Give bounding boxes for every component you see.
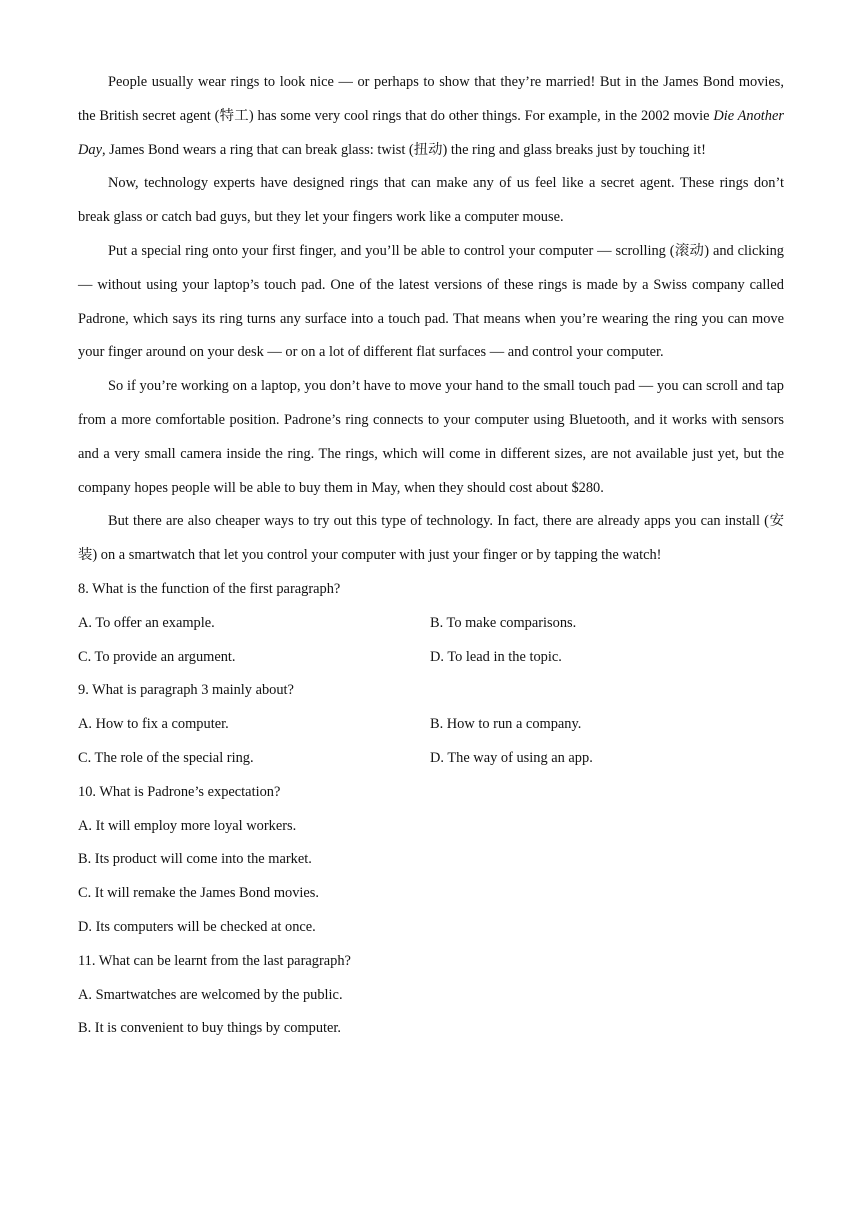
question-9-options-row-2 (78, 742, 784, 776)
question-8-stem: 8. What is the function of the first paragraph? (78, 580, 341, 597)
paragraph-1-text-b: , James Bond wears a ring that can break glass: twist (扭动) the ring and glass breaks just by touching it! (101, 141, 706, 158)
passage-paragraph-3: Put a special ring onto your first finger, and you’ll be able to control your computer — scrolling (滚动) and clicking — without using your laptop’s touch pad. One of the latest versions of these rings is made by a Swiss company called Padrone, which says its ring turns any surface into a touch pad. That means when you’re wearing the ring you can move your finger around on your desk — or on a lot of different flat surfaces — and control your computer. (78, 242, 784, 361)
question-8-option-d: D. To lead in the topic. (430, 648, 562, 665)
question-11-option-b: B. It is convenient to buy things by computer. (78, 1020, 342, 1037)
passage-paragraph-1 (78, 66, 784, 167)
paragraph-1-text-a: People usually wear rings to look nice — or perhaps to show that they’re married! But in the James Bond movies, the British secret agent (特工) has some very cool rings that do other things. For example, in the 2002 movie (78, 74, 784, 124)
movie-title: Die Another Day (78, 107, 784, 158)
question-10-option-c: C. It will remake the James Bond movies. (78, 885, 320, 902)
question-9-option-d: D. The way of using an app. (430, 749, 593, 766)
question-10-option-b: B. Its product will come into the market. (78, 851, 312, 868)
question-10-option-a: A. It will employ more loyal workers. (78, 817, 297, 834)
document-page (78, 66, 784, 1046)
question-9-options-row-1 (78, 708, 784, 742)
question-9-option-a: A. How to fix a computer. (78, 716, 229, 733)
question-10-stem: 10. What is Padrone’s expectation? (78, 783, 281, 800)
question-11-option-a: A. Smartwatches are welcomed by the public. (78, 986, 343, 1003)
question-9-option-b: B. How to run a company. (430, 716, 582, 733)
question-9-stem: 9. What is paragraph 3 mainly about? (78, 682, 294, 699)
question-11-stem: 11. What can be learnt from the last paragraph? (78, 952, 351, 969)
question-10-option-d: D. Its computers will be checked at once. (78, 918, 316, 935)
passage-paragraph-2: Now, technology experts have designed rings that can make any of us feel like a secret agent. These rings don’t break glass or catch bad guys, but they let your fingers work like a computer mouse. (78, 175, 784, 226)
question-8-option-b: B. To make comparisons. (430, 614, 577, 631)
question-8-options-row-1 (78, 607, 784, 641)
question-8-option-a: A. To offer an example. (78, 614, 215, 631)
question-8-options-row-2 (78, 641, 784, 675)
passage-paragraph-4: So if you’re working on a laptop, you don’t have to move your hand to the small touch pad — you can scroll and tap from a more comfortable position. Padrone’s ring connects to your computer using Bluetooth, and it works with sensors and a very small camera inside the ring. The rings, which will come in different sizes, are not available just yet, but the company hopes people will be able to buy them in May, when they should cost about $280. (78, 378, 784, 496)
passage-paragraph-5: But there are also cheaper ways to try out this type of technology. In fact, there are already apps you can install (安装) on a smartwatch that let you control your computer with just your finger or by tapping the watch! (78, 513, 784, 564)
question-9-option-c: C. The role of the special ring. (78, 749, 254, 766)
question-8-option-c: C. To provide an argument. (78, 648, 236, 665)
